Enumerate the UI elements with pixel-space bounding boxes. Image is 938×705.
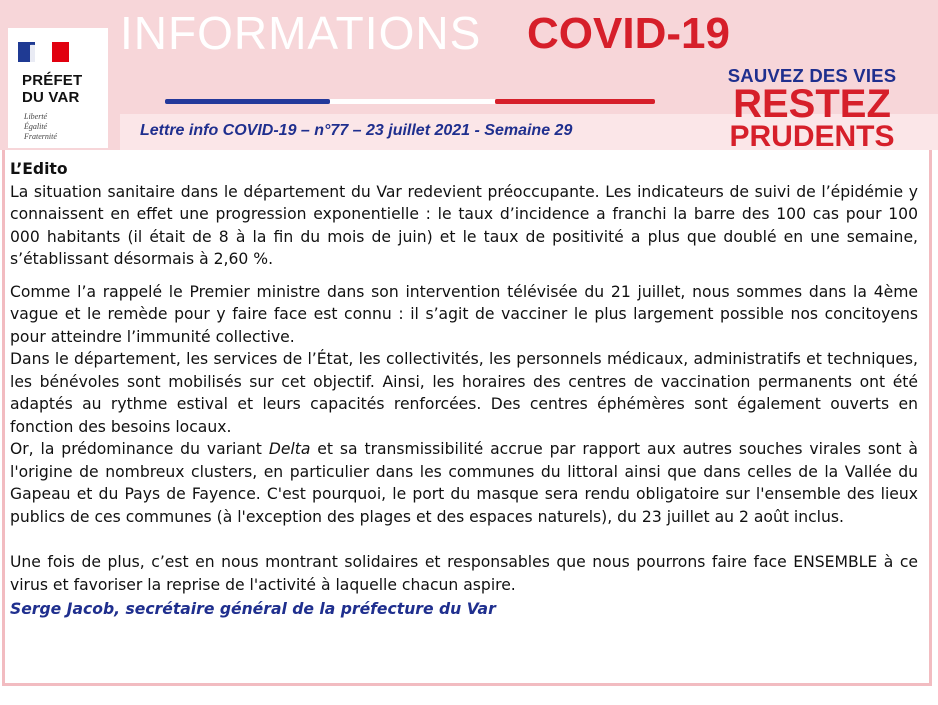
slogan-line1: SAUVEZ DES VIES bbox=[727, 65, 897, 86]
edito-heading: L’Edito bbox=[10, 160, 68, 178]
title-covid: COVID-19 bbox=[527, 9, 730, 58]
tricolor-line-red bbox=[495, 99, 655, 104]
logo-title bbox=[22, 72, 82, 106]
p4-delta: Delta bbox=[268, 440, 311, 458]
edito-signature: Serge Jacob, secrétaire général de la préfecture du Var bbox=[10, 600, 496, 618]
logo-devise bbox=[24, 112, 57, 142]
edito-paragraph-5: Une fois de plus, c’est en nous montrant solidaires et responsables que nous pourrons faire face ENSEMBLE à ce virus et favoriser la reprise de l'activité à laquelle chacun aspire. bbox=[10, 553, 918, 594]
slogan-block bbox=[712, 65, 912, 153]
marianne-flag-icon bbox=[18, 42, 70, 68]
logo-line2: DU VAR bbox=[22, 89, 80, 106]
devise-fraternite: Fraternité bbox=[24, 132, 57, 141]
tricolor-line-blue bbox=[165, 99, 330, 104]
p4-text-before: Or, la prédominance du variant bbox=[10, 440, 269, 458]
prefet-logo bbox=[8, 28, 108, 148]
title-informations: INFORMATIONS bbox=[120, 7, 482, 59]
devise-egalite: Égalité bbox=[24, 122, 48, 131]
p4-text-after: et sa transmissibilité accrue par rapport aux autres souches virales sont à l'origine de nombreux clusters, en particulier dans les communes du littoral ainsi que dans celles de la Vallée du Gapeau et du Pays de Fayence. C'est pourquoi, le port du masque sera rendu obligatoire sur l'ensemble des lieux publics de ces communes (à l'exception des plages et des espaces naturels), du 23 juillet au 2 août inclus. bbox=[10, 440, 918, 526]
newsletter-subtitle: Lettre info COVID-19 – n°77 – 23 juillet 2021 - Semaine 29 bbox=[140, 122, 573, 139]
slogan-line3: PRUDENTS bbox=[729, 120, 895, 153]
edito-paragraph-1: La situation sanitaire dans le département du Var redevient préoccupante. Les indicateurs de suivi de l’épidémie y connaissent en effet une progression exponentielle : le taux d’incidence a franchi la barre des 100 cas pour 100 000 habitants (il était de 8 à la fin du mois de juin) et le taux de positivité a plus que doublé en une semaine, s’établissant désormais à 2,60 %. bbox=[10, 182, 918, 268]
edito-paragraph-2: Comme l’a rappelé le Premier ministre dans son intervention télévisée du 21 juillet, nous sommes dans la 4ème vague et le remède pour y faire face est connu : il s’agit de vacciner le plus largement possible nos concitoyens pour atteindre l’immunité collective. bbox=[10, 282, 918, 346]
devise-liberte: Liberté bbox=[24, 112, 48, 121]
edito-content bbox=[10, 158, 918, 621]
slogan-line2: RESTEZ bbox=[733, 82, 891, 126]
edito-paragraph-3: Dans le département, les services de l’État, les collectivités, les personnels médicaux, administratifs et techniques, les bénévoles sont mobilisés sur cet objectif. Ainsi, les horaires des centres de vaccination permanents ont été adaptés au rythme estival et leurs capacités renforcées. Des centres éphémères sont également ouverts en fonction des besoins locaux. bbox=[10, 350, 918, 436]
tricolor-line-white bbox=[330, 99, 495, 104]
logo-line1: PRÉFET bbox=[22, 72, 83, 89]
edito-paragraph-4 bbox=[10, 438, 918, 528]
